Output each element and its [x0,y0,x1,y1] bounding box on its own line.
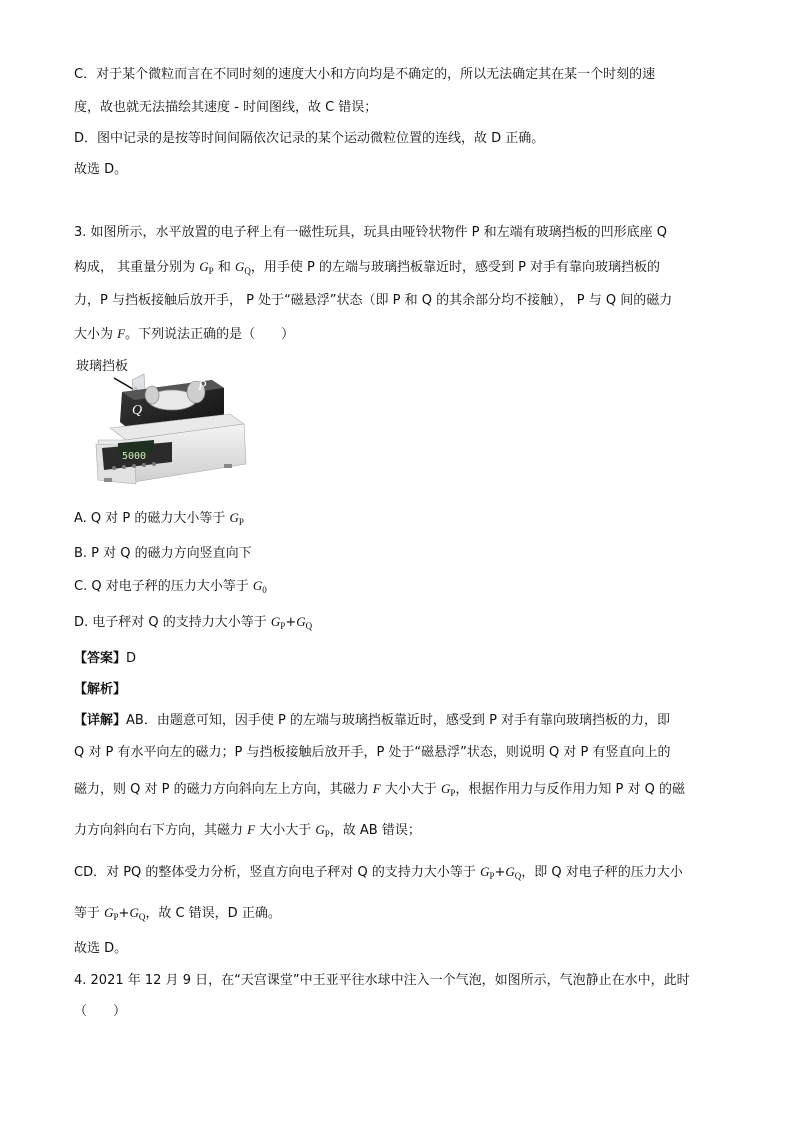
svg-text:P: P [198,379,207,394]
q4-line-2: （ ） [74,1004,127,1019]
glass-plate-label: 玻璃挡板 [76,359,129,374]
q3-line-2: 构成， 其重量分别为 $G_P$ 和 $G_Q$，用手使 P 的左端与玻璃挡板靠近时，感受到 P 对手有靠向玻璃挡板的 [74,259,661,276]
q3-line-4: 大小为 F。下列说法正确的是（ ） [74,326,295,342]
scale-figure [74,352,248,498]
option-c-line-1: C．对于某个微粒而言在不同时刻的速度大小和方向均是不确定的，所以无法确定其在某一个时刻的速 [74,67,656,82]
detail-line-2: Q 对 P 有水平向左的磁力；P 与挡板接触后放开手，P 处于“磁悬浮”状态，则说明 Q 对 P 有竖直向上的 [74,745,671,760]
q3-line-1: 3. 如图所示，水平放置的电子秤上有一磁性玩具，玩具由哑铃状物件 P 和左端有玻璃挡板的凹形底座 Q [74,225,668,240]
option-d: D. 电子秤对 Q 的支持力大小等于 $G_P+G_Q$ [74,614,313,631]
detail-line-5: CD．对 PQ 的整体受力分析，竖直方向电子秤对 Q 的支持力大小等于 $G_P+G_Q$，即 Q 对电子秤的压力大小 [74,864,683,881]
choose-d-2: 故选 D。 [74,941,128,956]
q3-line-3: 力，P 与挡板接触后放开手， P 处于“磁悬浮”状态（即 P 和 Q 的其余部分均不接触）， P 与 Q 间的磁力 [74,293,673,308]
option-a: A. Q 对 P 的磁力大小等于 $G_P$ [74,510,244,527]
display-readout: 5000 [122,451,147,462]
option-d-line: D．图中记录的是按等时间间隔依次记录的某个运动微粒位置的连线，故 D 正确。 [74,131,545,146]
q4-line-1: 4. 2021 年 12 月 9 日，在“天宫课堂”中王亚平往水球中注入一个气泡，如图所示，气泡静止在水中，此时 [74,973,690,988]
detail-line-3: 磁力，则 Q 对 P 的磁力方向斜向左上方向，其磁力 F 大小大于 $G_P$，根据作用力与反作用力知 P 对 Q 的磁 [74,781,685,798]
choose-d-1: 故选 D。 [74,162,128,177]
answer-line: 【答案】D [74,651,137,666]
analysis-label: 【解析】 [74,682,127,697]
svg-text:Q: Q [132,403,143,418]
option-b: B. P 对 Q 的磁力方向竖直向下 [74,546,252,561]
detail-line-4: 力方向斜向右下方向，其磁力 F 大小大于 $G_P$，故 AB 错误； [74,822,421,839]
option-c: C. Q 对电子秤的压力大小等于 $G_0$ [74,578,267,595]
option-c-line-2: 度，故也就无法描绘其速度 - 时间图线，故 C 错误； [74,100,378,115]
detail-line-1: 【详解】AB．由题意可知，因手使 P 的左端与玻璃挡板靠近时，感受到 P 对手有靠向玻璃挡板的力，即 [74,713,671,728]
detail-line-6: 等于 $G_P+G_Q$，故 C 错误，D 正确。 [74,905,281,922]
